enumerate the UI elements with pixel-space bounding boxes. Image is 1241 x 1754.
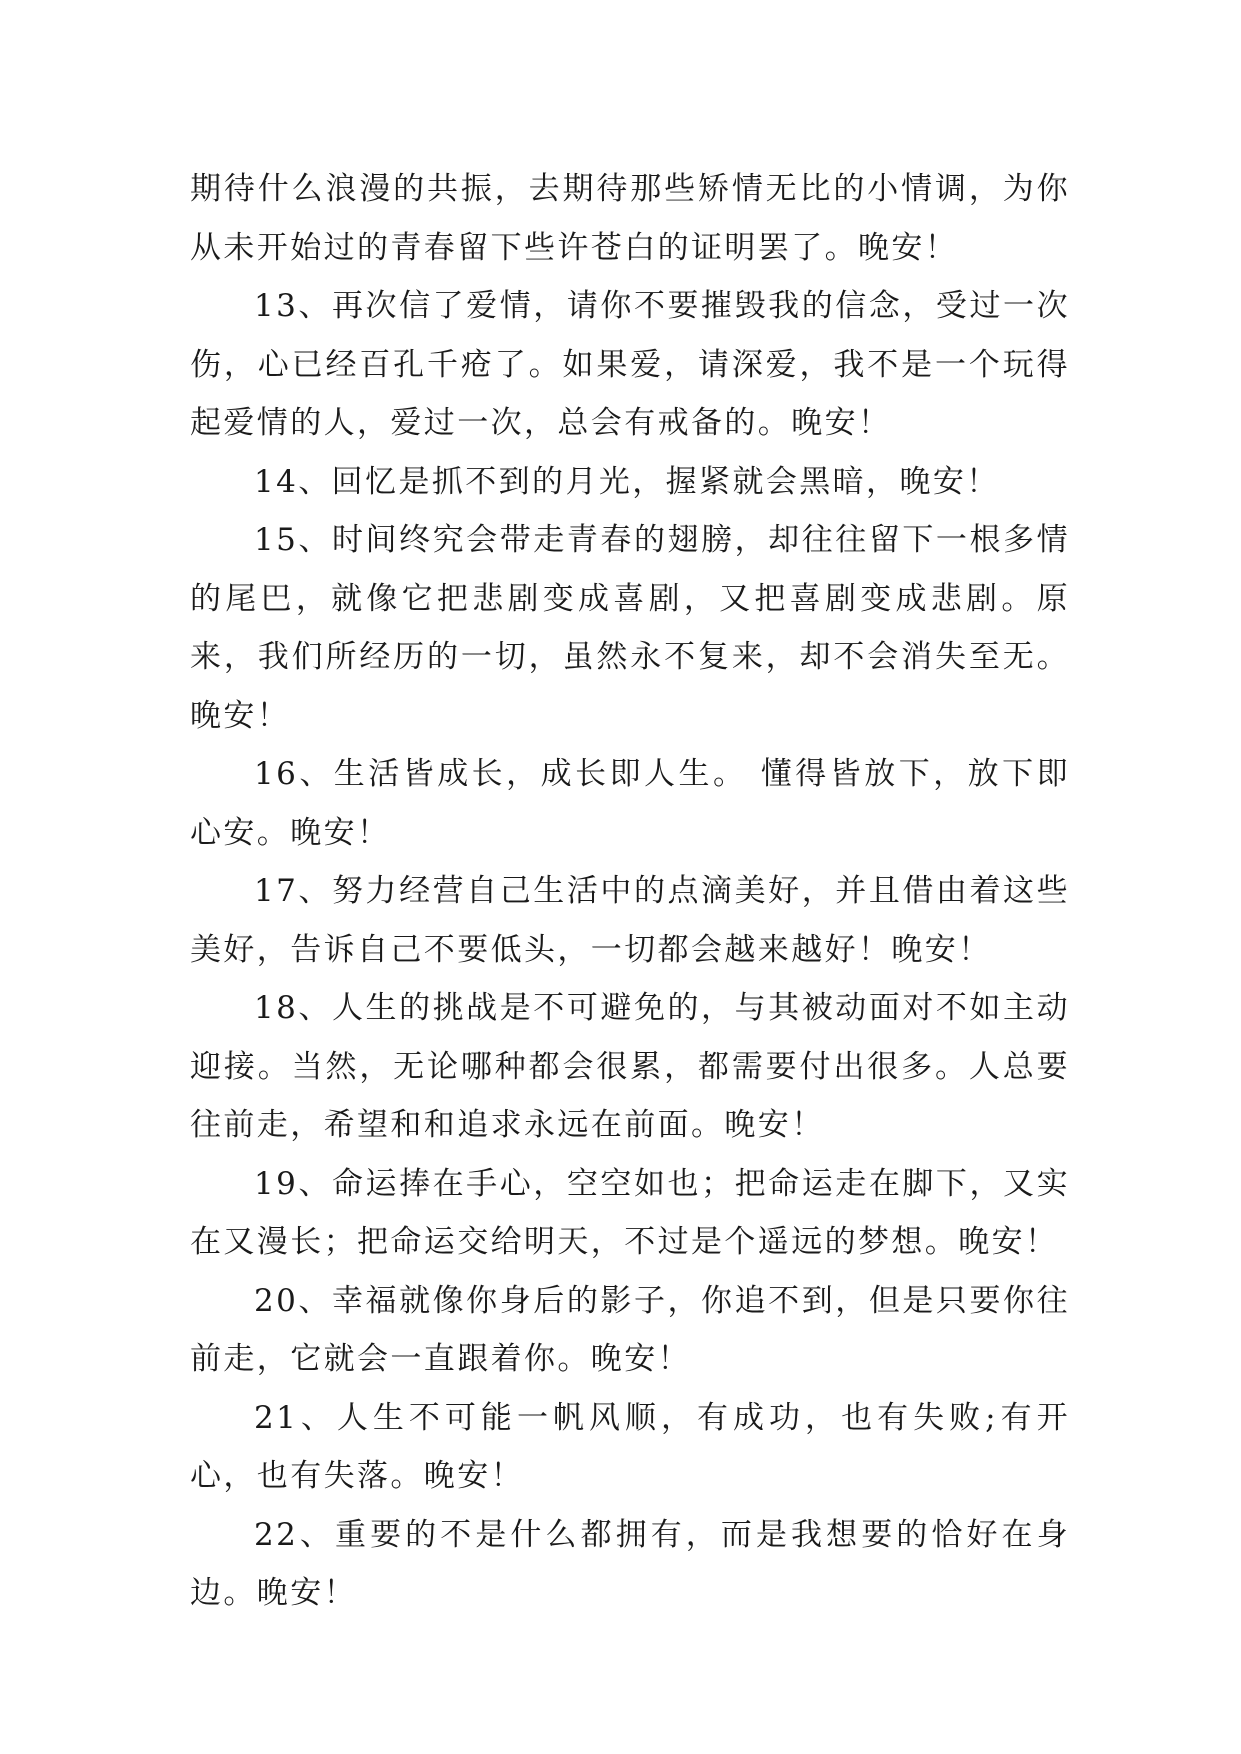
- paragraph-21: 21、人生不可能一帆风顺，有成功，也有失败;有开心，也有失落。晚安！: [190, 1399, 1070, 1494]
- paragraph-20: 20、幸福就像你身后的影子，你追不到，但是只要你往前走，它就会一直跟着你。晚安！: [190, 1282, 1070, 1377]
- paragraph-16: 16、生活皆成长，成长即人生。 懂得皆放下，放下即心安。晚安！: [190, 756, 1070, 851]
- paragraph-22: 22、重要的不是什么都拥有，而是我想要的恰好在身边。晚安！: [190, 1516, 1070, 1611]
- paragraph-15: 15、时间终究会带走青春的翅膀，却往往留下一根多情的尾巴，就像它把悲剧变成喜剧，又把喜剧变成悲剧。原来，我们所经历的一切，虽然永不复来，却不会消失至无。晚安！: [190, 522, 1070, 734]
- document-body: [190, 160, 1070, 1623]
- paragraph-18: 18、人生的挑战是不可避免的，与其被动面对不如主动迎接。当然，无论哪种都会很累，都需要付出很多。人总要往前走，希望和和追求永远在前面。晚安！: [190, 990, 1070, 1143]
- paragraph-17: 17、努力经营自己生活中的点滴美好，并且借由着这些美好，告诉自己不要低头，一切都会越来越好！晚安！: [190, 873, 1070, 968]
- paragraph-continuation: 期待什么浪漫的共振，去期待那些矫情无比的小情调，为你从未开始过的青春留下些许苍白的证明罢了。晚安！: [190, 171, 1070, 266]
- paragraph-19: 19、命运捧在手心，空空如也；把命运走在脚下，又实在又漫长；把命运交给明天，不过是个遥远的梦想。晚安！: [190, 1165, 1070, 1260]
- paragraph-13: 13、再次信了爱情，请你不要摧毁我的信念，受过一次伤，心已经百孔千疮了。如果爱，请深爱，我不是一个玩得起爱情的人，爱过一次，总会有戒备的。晚安！: [190, 288, 1070, 441]
- paragraph-14: 14、回忆是抓不到的月光，握紧就会黑暗，晚安！: [254, 463, 1000, 500]
